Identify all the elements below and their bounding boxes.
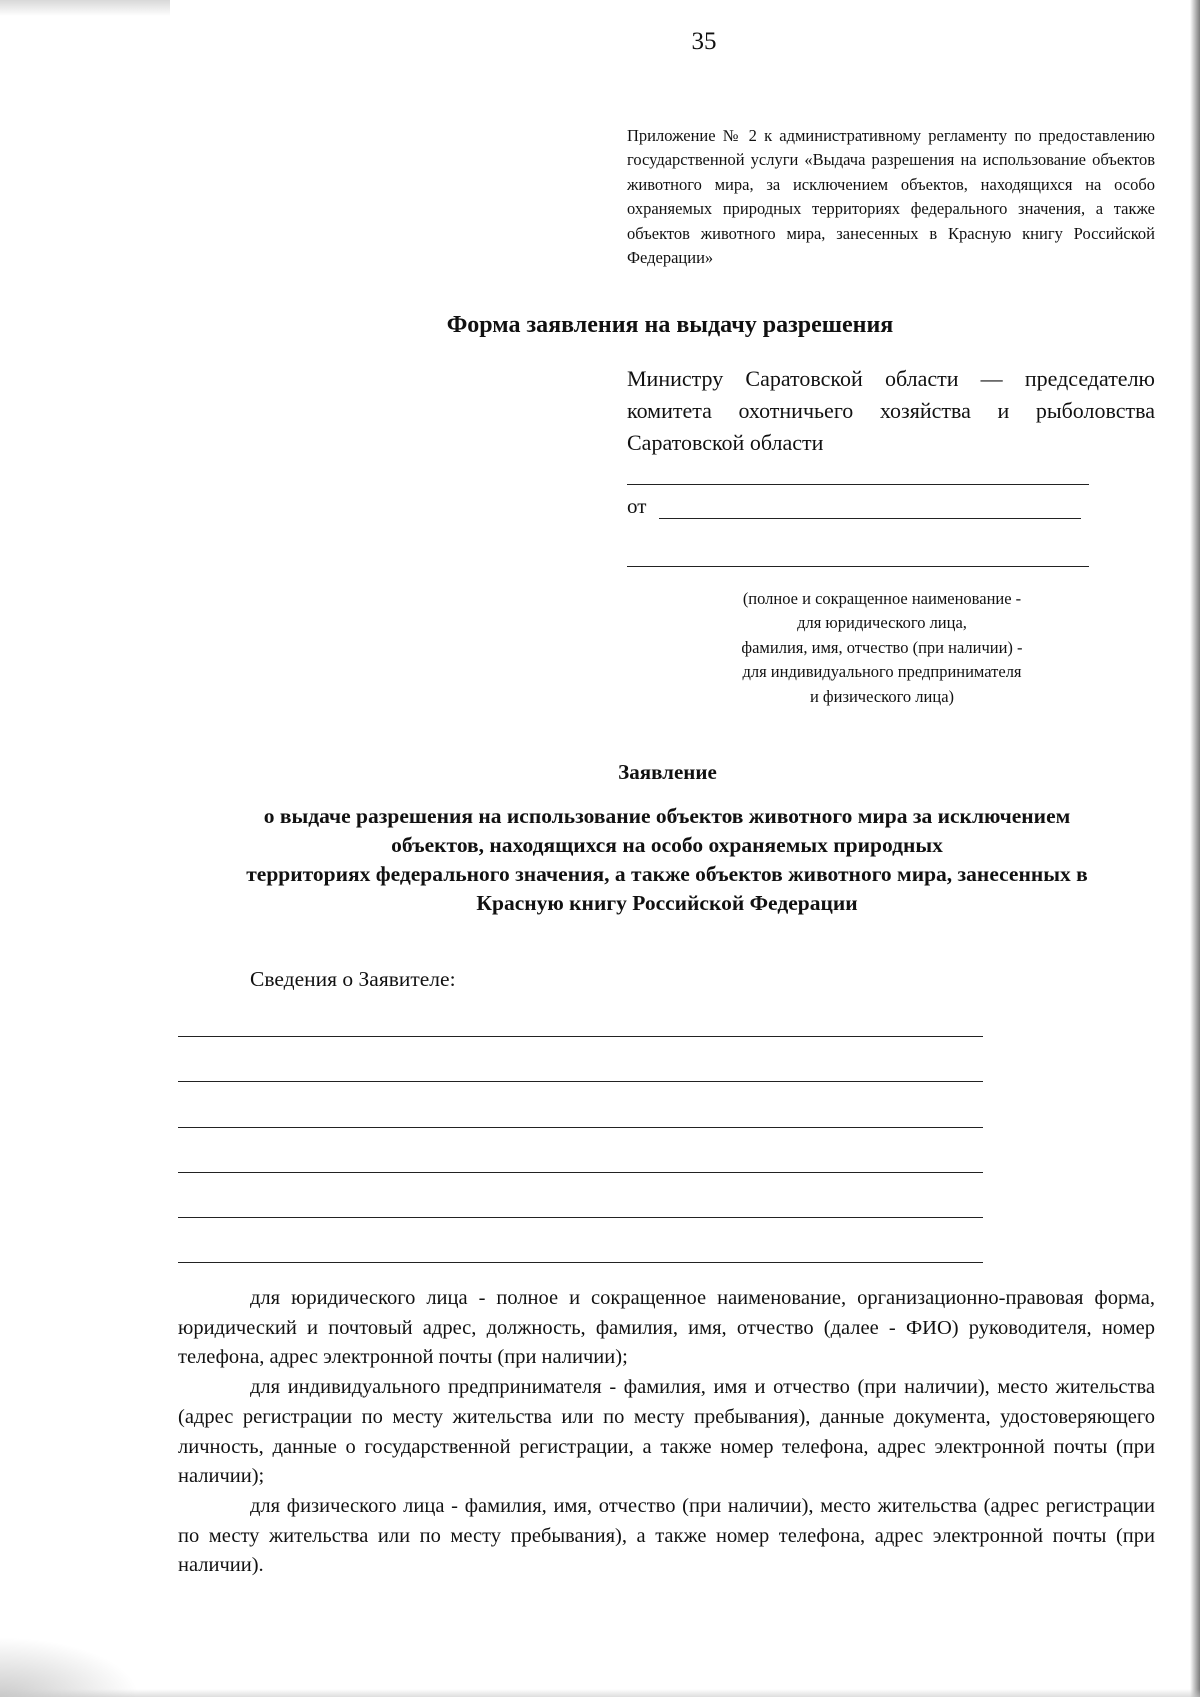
- scan-artifact-top: [0, 0, 170, 16]
- applicant-info-label: Сведения о Заявителе:: [250, 967, 456, 991]
- appendix-note: Приложение № 2 к административному регламенту по предоставлению государственной услуги «Выдача разрешения на использование объектов животного мира, за исключением объектов, находящихся на особо охраняемых природных территориях федерального значения, а также объектов животного мира, занесенных в Красную книгу Российской Федерации»: [627, 126, 1155, 268]
- hint-line: для индивидуального предпринимателя: [742, 662, 1022, 682]
- statement-subtitle: [170, 802, 1164, 918]
- applicant-info-blank-line: [178, 1217, 983, 1218]
- applicant-info-blank-line: [178, 1262, 983, 1263]
- addressee-block: Министру Саратовской области — председателю комитета охотничьего хозяйства и рыболовства Саратовской области: [627, 366, 1155, 455]
- applicant-info-blank-line: [178, 1081, 983, 1082]
- scan-artifact-bottom-left: [0, 1637, 140, 1697]
- form-title: Форма заявления на выдачу разрешения: [446, 312, 894, 338]
- hint-line: для юридического лица,: [797, 613, 967, 633]
- explanation-legal-entity: для юридического лица - полное и сокращенное наименование, организационно-правовая форма, юридический и почтовый адрес, должность, фамилия, имя, отчество (далее - ФИО) руководителя, номер телефона, адрес электронной почты (при наличии);: [178, 1287, 1155, 1369]
- explanation-individual: для физического лица - фамилия, имя, отчество (при наличии), место жительства (адрес регистрации по месту жительства или по месту пребывания), а также номер телефона, адрес электронной почты (при наличии).: [178, 1494, 1155, 1577]
- applicant-info-blank-line: [178, 1127, 983, 1128]
- subtitle-line: объектов, находящихся на особо охраняемых природных: [391, 833, 943, 857]
- subtitle-line: о выдаче разрешения на использование объектов животного мира за исключением: [263, 804, 1071, 828]
- applicant-info-blank-line: [178, 1172, 983, 1173]
- statement-title: Заявление: [618, 760, 717, 784]
- hint-line: фамилия, имя, отчество (при наличии) -: [741, 637, 1023, 657]
- subtitle-line: территориях федерального значения, а также объектов животного мира, занесенных в: [246, 862, 1088, 886]
- subtitle-line: Красную книгу Российской Федерации: [476, 891, 858, 915]
- hint-line: (полное и сокращенное наименование -: [742, 589, 1022, 608]
- blank-line: [627, 566, 1089, 567]
- sender-name-hint: [696, 587, 1068, 709]
- blank-line: [627, 484, 1089, 485]
- page-number: 35: [691, 28, 717, 55]
- applicant-info-blank-line: [178, 1036, 983, 1037]
- applicant-info-explanation: [178, 1284, 1155, 1581]
- scan-artifact-bottom: [0, 1689, 1200, 1697]
- explanation-individual-entrepreneur: для индивидуального предпринимателя - фамилия, имя и отчество (при наличии), место жительства (адрес регистрации по месту жительства или по месту пребывания), данные документа, удостоверяющего личность, данные о государственной регистрации, а также номер телефона, адрес электронной почты (при наличии);: [178, 1376, 1155, 1488]
- scan-artifact-right-edge: [1190, 0, 1200, 1697]
- from-label: от: [627, 494, 647, 518]
- sender-name-blank-line: [659, 518, 1081, 519]
- hint-line: и физического лица): [809, 686, 955, 706]
